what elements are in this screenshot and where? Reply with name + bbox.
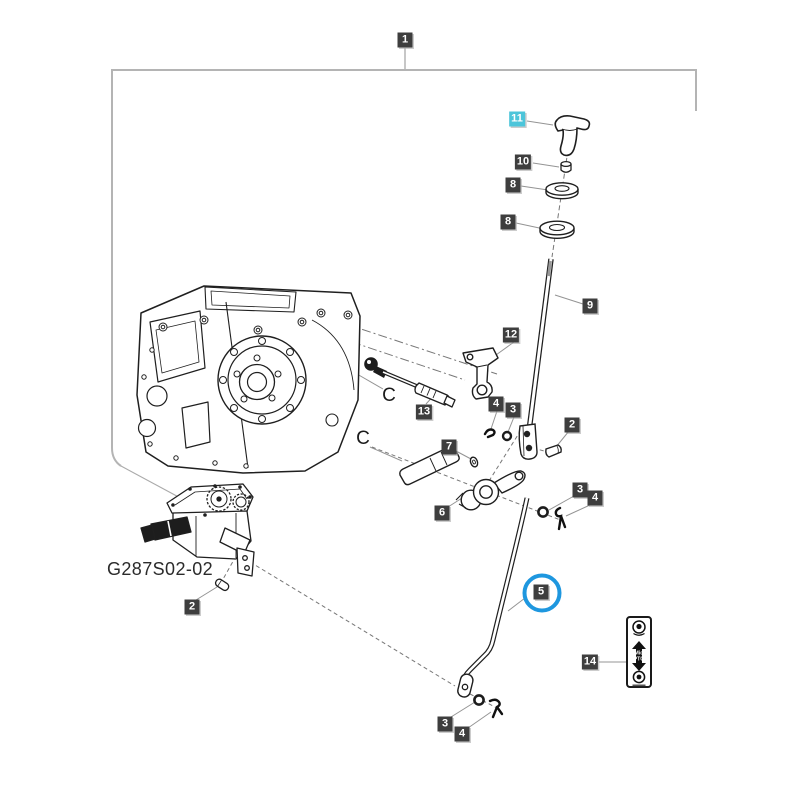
snap-clip-part-4-upper bbox=[485, 430, 495, 438]
rod-part-5 bbox=[457, 498, 527, 698]
decal-text-line1: Mid bbox=[634, 650, 644, 657]
part-label-12[interactable]: 12 bbox=[504, 328, 518, 341]
part-label-1[interactable]: 1 bbox=[398, 33, 413, 48]
part-label-13[interactable]: 13 bbox=[417, 405, 431, 418]
lever-part-6 bbox=[456, 471, 525, 510]
washer-part-8-upper bbox=[546, 183, 578, 199]
part-label-7[interactable]: 7 bbox=[442, 440, 457, 455]
washer-part-3-bottom bbox=[474, 695, 483, 704]
rod-part-9 bbox=[519, 259, 551, 459]
bracket-part-12 bbox=[463, 348, 498, 399]
part-label-4[interactable]: 4 bbox=[489, 397, 504, 412]
washer-part-3-upper bbox=[503, 432, 511, 440]
cable-link-part-13 bbox=[364, 357, 455, 407]
washer-part-8-lower bbox=[540, 221, 574, 238]
part-label-2[interactable]: 2 bbox=[565, 418, 580, 433]
bushing-part-10 bbox=[561, 162, 571, 173]
part-label-4[interactable]: 4 bbox=[588, 491, 603, 506]
part-label-3[interactable]: 3 bbox=[573, 483, 588, 498]
pin-part-2-right bbox=[546, 445, 561, 457]
part-label-10[interactable]: 10 bbox=[516, 155, 530, 168]
part-label-11[interactable]: 11 bbox=[511, 112, 523, 125]
part-label-3[interactable]: 3 bbox=[438, 717, 453, 732]
frame-leader-line bbox=[121, 466, 186, 501]
part-label-14[interactable]: 14 bbox=[583, 655, 597, 668]
part-label-2[interactable]: 2 bbox=[185, 600, 200, 615]
mid-pto-decal-part-14 bbox=[627, 617, 651, 687]
part-label-8[interactable]: 8 bbox=[501, 215, 516, 230]
part-label-6[interactable]: 6 bbox=[435, 506, 450, 521]
washer-part-3-right bbox=[538, 507, 547, 516]
part-label-5[interactable]: 5 bbox=[534, 585, 549, 600]
cotter-pin-part-4-bottom bbox=[490, 700, 502, 717]
reference-letter-C-1: C bbox=[382, 385, 396, 406]
transmission-housing-drawing bbox=[137, 286, 360, 473]
gear-knob-part-11 bbox=[555, 116, 589, 156]
part-label-9[interactable]: 9 bbox=[583, 299, 598, 314]
part-label-4[interactable]: 4 bbox=[455, 727, 470, 742]
reference-letter-C-2: C bbox=[356, 428, 370, 449]
pin-part-2-lower bbox=[214, 578, 230, 592]
drawing-code: G287S02-02 bbox=[107, 559, 214, 579]
part-label-8[interactable]: 8 bbox=[506, 178, 521, 193]
part-label-3[interactable]: 3 bbox=[506, 403, 521, 418]
decal-text-line2: PTO bbox=[633, 656, 645, 663]
washer-part-7w bbox=[469, 456, 479, 468]
